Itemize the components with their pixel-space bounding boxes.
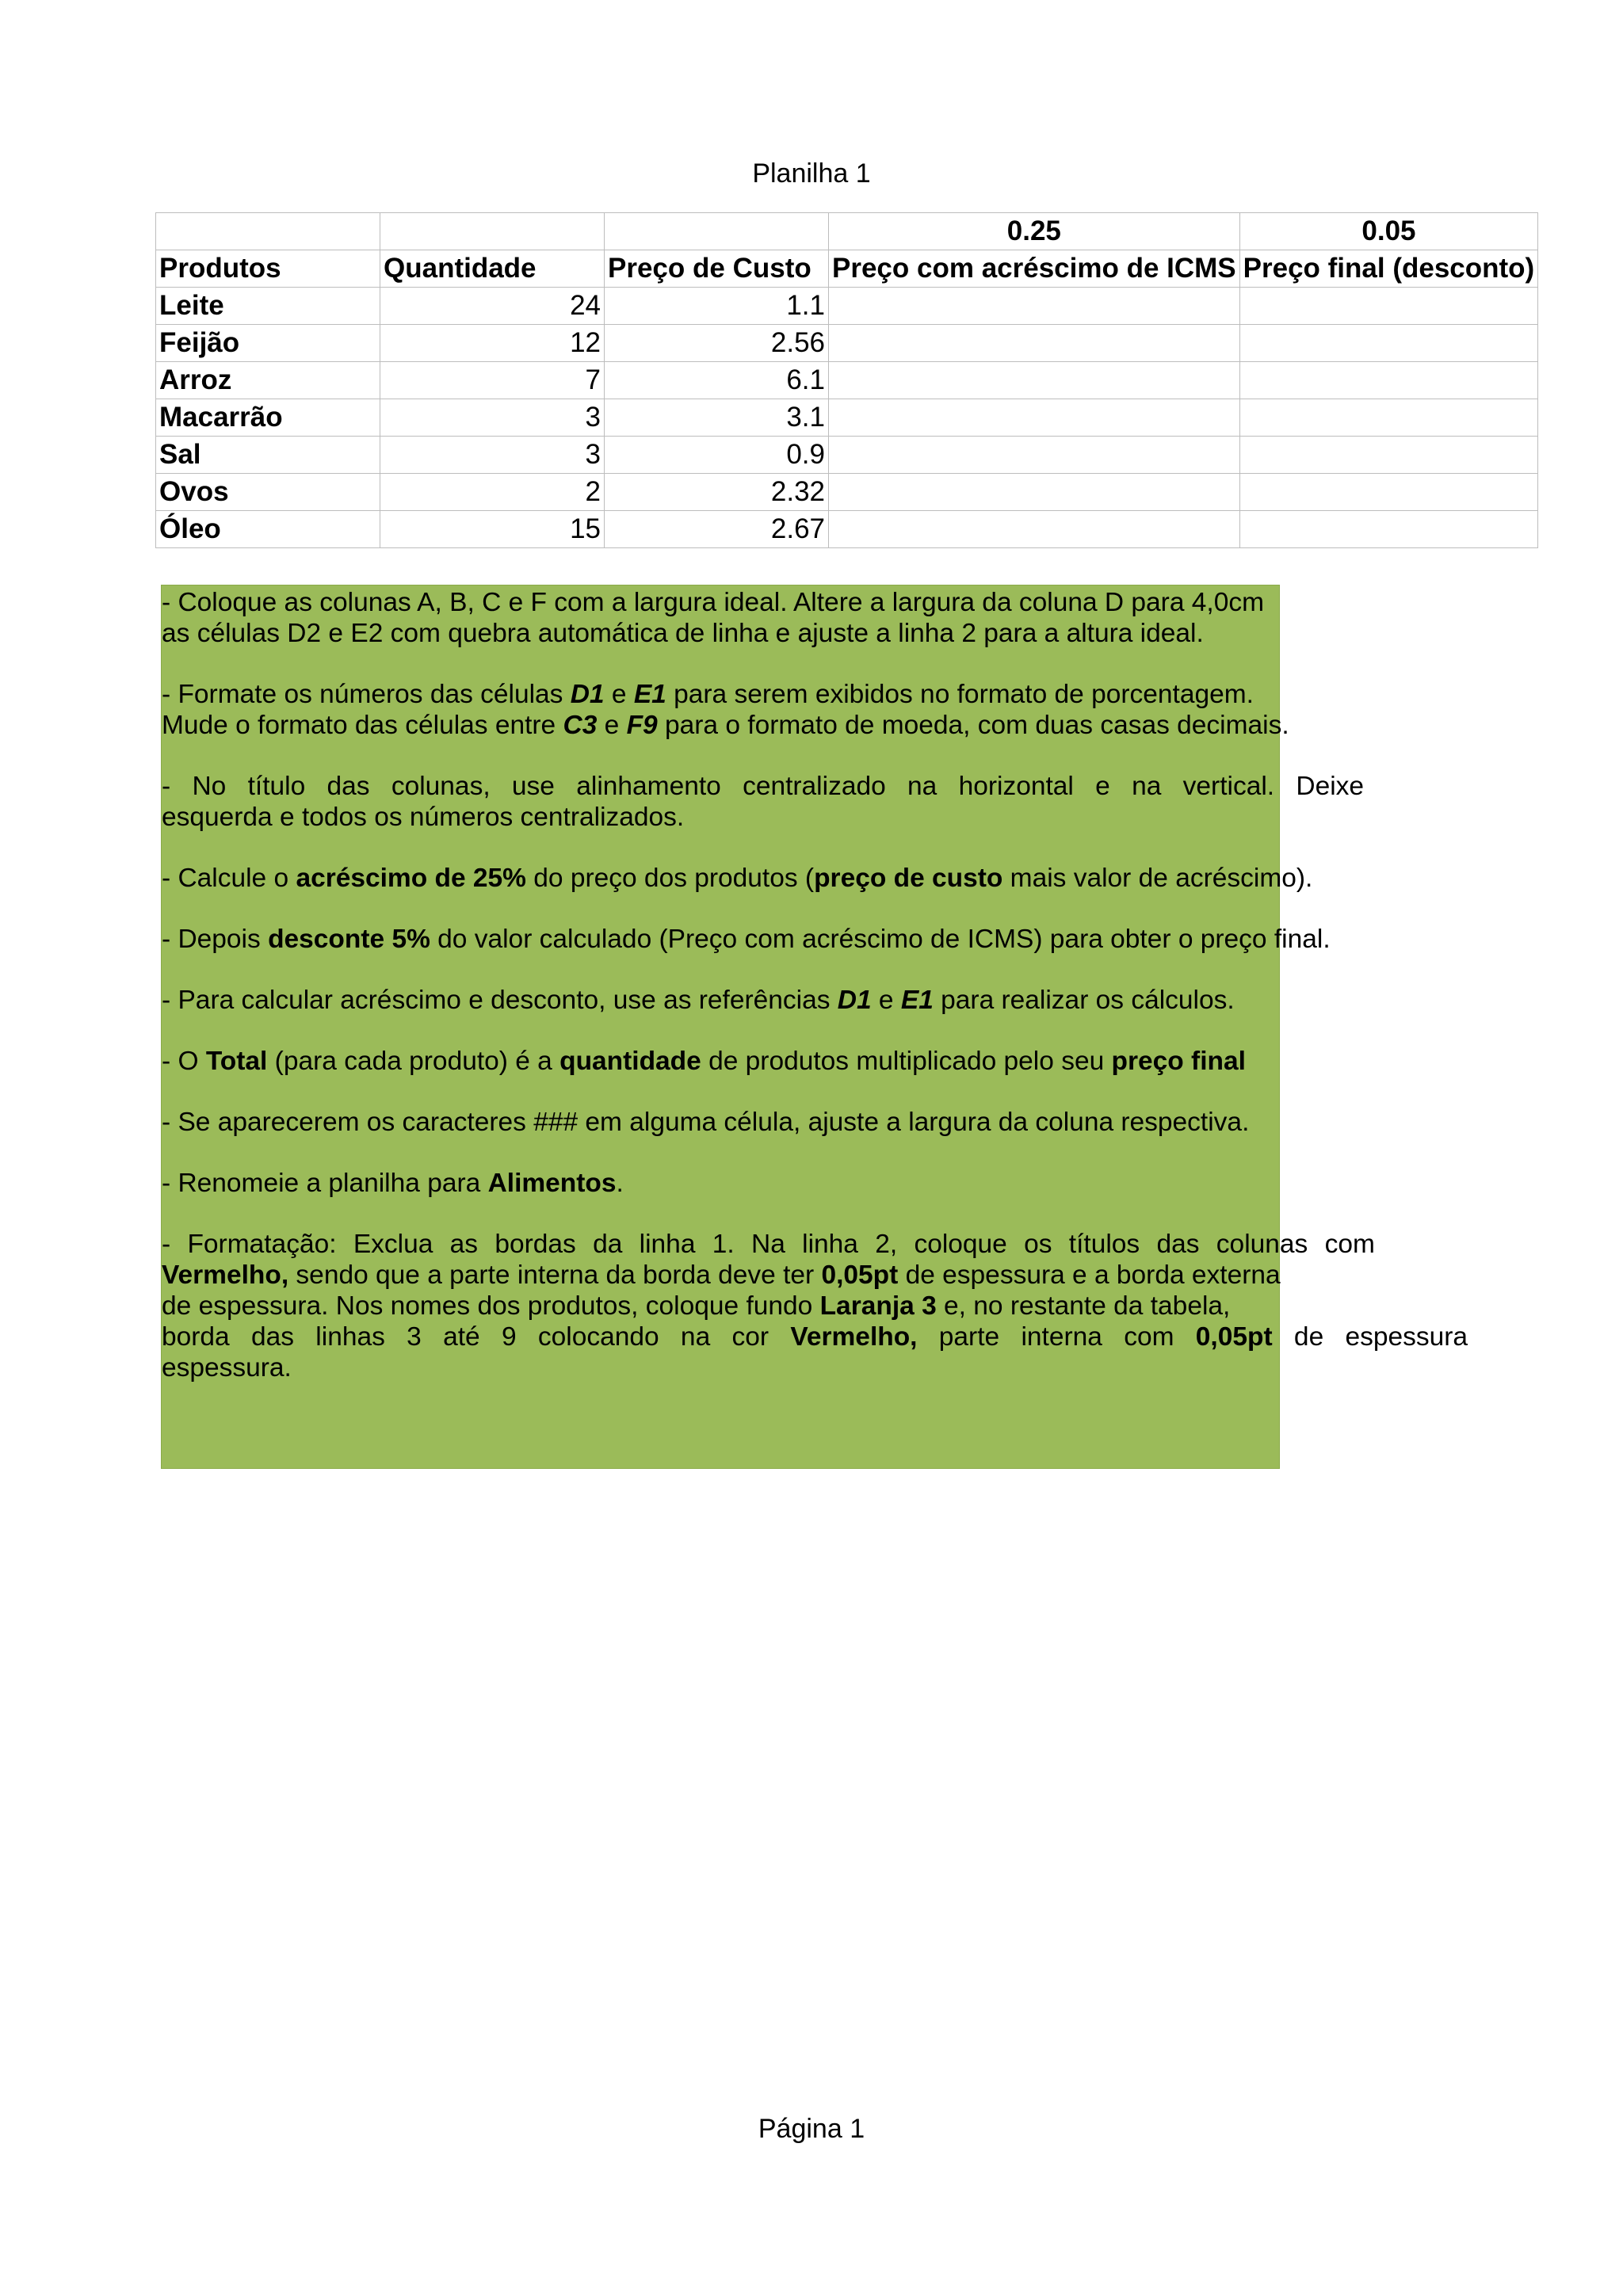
table-row: [156, 399, 1538, 437]
cell-final[interactable]: [1239, 399, 1538, 437]
cell-produto[interactable]: Leite: [156, 288, 380, 325]
table-row: [156, 437, 1538, 474]
table-row: [156, 213, 1538, 250]
cell-final[interactable]: [1239, 511, 1538, 548]
cell-acrescimo[interactable]: [829, 511, 1240, 548]
note-line: - Coloque as colunas A, B, C e F com a largura ideal. Altere a largura da coluna D para 4,0cm: [162, 588, 1264, 617]
cell-final[interactable]: [1239, 474, 1538, 511]
table-row: [156, 288, 1538, 325]
cell-a1[interactable]: [156, 213, 380, 250]
spreadsheet-table: [155, 212, 1538, 548]
column-header-preco-acrescimo[interactable]: Preço com acréscimo de ICMS: [829, 250, 1240, 288]
cell-acrescimo[interactable]: [829, 474, 1240, 511]
cell-preco[interactable]: 0.9: [605, 437, 829, 474]
cell-preco[interactable]: 6.1: [605, 362, 829, 399]
cell-quantidade[interactable]: 7: [380, 362, 605, 399]
table-row: [156, 325, 1538, 362]
column-header-preco-custo[interactable]: Preço de Custo: [605, 250, 829, 288]
note-line: - Formatação: Exclua as bordas da linha 1. Na linha 2, coloque os títulos das colunas com: [162, 1230, 1375, 1259]
cell-produto[interactable]: Macarrão: [156, 399, 380, 437]
note-line: - Para calcular acréscimo e desconto, use as referências D1 e E1 para realizar os cálculos.: [162, 986, 1235, 1015]
cell-quantidade[interactable]: 12: [380, 325, 605, 362]
cell-quantidade[interactable]: 3: [380, 399, 605, 437]
cell-acrescimo[interactable]: [829, 325, 1240, 362]
instructions-box[interactable]: [161, 585, 1468, 1469]
cell-preco[interactable]: 3.1: [605, 399, 829, 437]
cell-b1[interactable]: [380, 213, 605, 250]
cell-final[interactable]: [1239, 325, 1538, 362]
note-line: espessura.: [162, 1353, 292, 1383]
note-line: - O Total (para cada produto) é a quantidade de produtos multiplicado pelo seu preço final: [162, 1047, 1246, 1076]
cell-acrescimo[interactable]: [829, 288, 1240, 325]
cell-quantidade[interactable]: 3: [380, 437, 605, 474]
note-line: - Formate os números das células D1 e E1 para serem exibidos no formato de porcentagem.: [162, 680, 1254, 709]
note-line: esquerda e todos os números centralizados.: [162, 803, 685, 832]
cell-produto[interactable]: Feijão: [156, 325, 380, 362]
note-line: - Renomeie a planilha para Alimentos.: [162, 1169, 624, 1198]
cell-preco[interactable]: 2.56: [605, 325, 829, 362]
cell-acrescimo[interactable]: [829, 399, 1240, 437]
cell-acrescimo[interactable]: [829, 362, 1240, 399]
cell-preco[interactable]: 2.32: [605, 474, 829, 511]
cell-d1[interactable]: 0.25: [829, 213, 1240, 250]
note-line: - No título das colunas, use alinhamento centralizado na horizontal e na vertical. Deixe: [162, 772, 1365, 801]
note-line: - Se aparecerem os caracteres ### em alguma célula, ajuste a largura da coluna respectiva.: [162, 1108, 1250, 1137]
cell-quantidade[interactable]: 15: [380, 511, 605, 548]
table-row: [156, 474, 1538, 511]
cell-final[interactable]: [1239, 288, 1538, 325]
cell-c1[interactable]: [605, 213, 829, 250]
cell-quantidade[interactable]: 2: [380, 474, 605, 511]
note-line: Mude o formato das células entre C3 e F9 para o formato de moeda, com duas casas decimais.: [162, 711, 1289, 740]
column-header-produtos[interactable]: Produtos: [156, 250, 380, 288]
cell-final[interactable]: [1239, 362, 1538, 399]
column-header-preco-final[interactable]: Preço final (desconto): [1239, 250, 1538, 288]
note-line: as células D2 e E2 com quebra automática de linha e ajuste a linha 2 para a altura ideal.: [162, 619, 1204, 648]
cell-acrescimo[interactable]: [829, 437, 1240, 474]
note-line: de espessura. Nos nomes dos produtos, coloque fundo Laranja 3 e, no restante da tabela,: [162, 1291, 1231, 1321]
page-footer: Página 1: [758, 2114, 865, 2144]
note-line: Vermelho, sendo que a parte interna da borda deve ter 0,05pt de espessura e a borda externa: [162, 1261, 1281, 1290]
cell-produto[interactable]: Óleo: [156, 511, 380, 548]
table-row: [156, 362, 1538, 399]
cell-final[interactable]: [1239, 437, 1538, 474]
note-line: - Calcule o acréscimo de 25% do preço dos produtos (preço de custo mais valor de acréscimo).: [162, 864, 1313, 893]
note-line: - Depois desconte 5% do valor calculado (Preço com acréscimo de ICMS) para obter o preço final.: [162, 925, 1331, 954]
cell-produto[interactable]: Arroz: [156, 362, 380, 399]
column-header-quantidade[interactable]: Quantidade: [380, 250, 605, 288]
table-row: [156, 511, 1538, 548]
cell-preco[interactable]: 2.67: [605, 511, 829, 548]
cell-quantidade[interactable]: 24: [380, 288, 605, 325]
page-header: Planilha 1: [752, 158, 871, 189]
cell-preco[interactable]: 1.1: [605, 288, 829, 325]
cell-produto[interactable]: Sal: [156, 437, 380, 474]
cell-produto[interactable]: Ovos: [156, 474, 380, 511]
table-header-row: [156, 250, 1538, 288]
cell-e1[interactable]: 0.05: [1239, 213, 1538, 250]
note-line: borda das linhas 3 até 9 colocando na cor Vermelho, parte interna com 0,05pt de espessura: [162, 1322, 1468, 1352]
